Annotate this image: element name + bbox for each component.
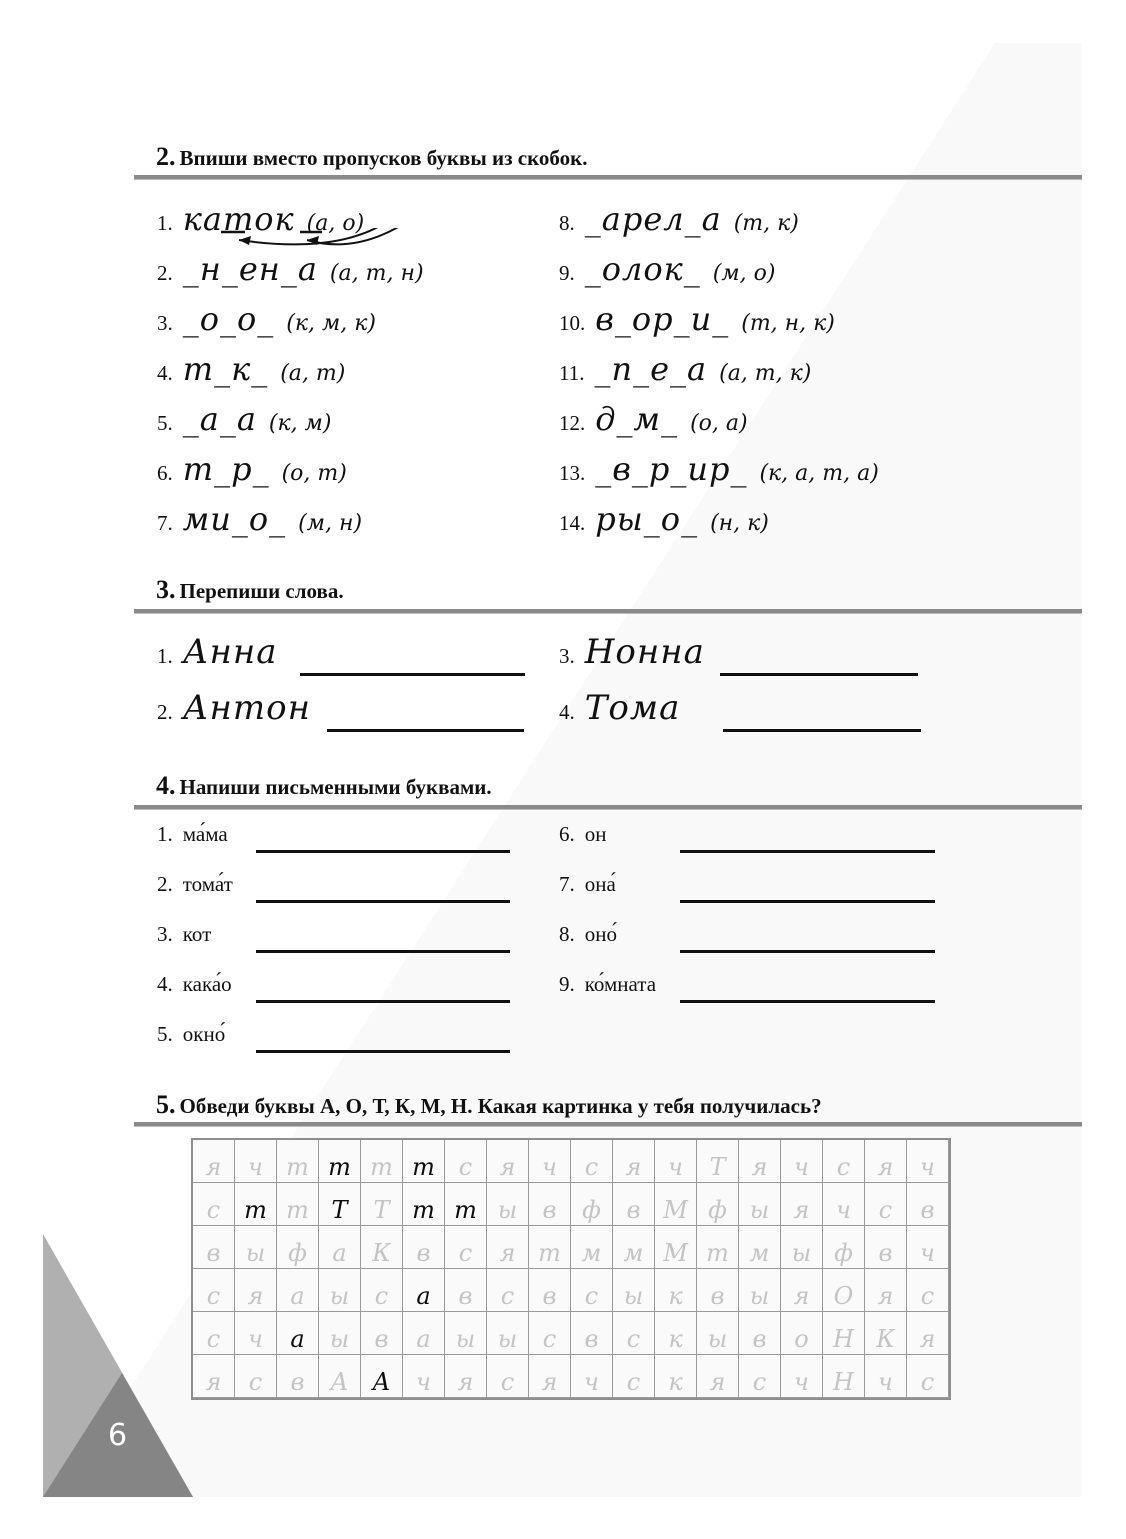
answer-line[interactable] (256, 950, 510, 953)
section-4-title (156, 771, 492, 801)
grid-cell[interactable]: к (655, 1312, 697, 1355)
grid-cell[interactable]: Н (823, 1355, 865, 1398)
grid-cell[interactable]: а (403, 1312, 445, 1355)
grid-cell[interactable]: с (235, 1355, 277, 1398)
page-number: 6 (108, 1418, 128, 1453)
answer-line[interactable] (300, 673, 525, 676)
grid-cell[interactable]: с (445, 1226, 487, 1269)
grid-cell[interactable]: с (613, 1312, 655, 1355)
copy-word-item: 3. Нонна (559, 632, 705, 672)
exercise-item: 1. каток (а, о) (157, 200, 365, 238)
grid-cell[interactable]: а (319, 1226, 361, 1269)
grid-cell[interactable]: А (361, 1355, 403, 1398)
grid-cell[interactable]: К (865, 1312, 907, 1355)
exercise-item: 2. _н_ен_а (а, т, н) (157, 250, 424, 288)
grid-cell[interactable]: к (655, 1355, 697, 1398)
answer-line[interactable] (256, 1000, 510, 1003)
grid-cell[interactable]: А (319, 1355, 361, 1398)
grid-cell[interactable]: я (235, 1269, 277, 1312)
grid-cell[interactable]: я (193, 1355, 235, 1398)
grid-cell[interactable]: Т (361, 1183, 403, 1226)
write-word-item: 7. она́ (559, 872, 616, 896)
section-title-text: Обведи буквы А, О, Т, К, М, Н. Какая картинка у тебя получилась? (179, 1094, 822, 1118)
letter-grid (191, 1138, 951, 1400)
grid-cell[interactable]: с (487, 1355, 529, 1398)
exercise-item: 3. _о_о_ (к, м, к) (157, 300, 376, 338)
write-word-item: 2. тома́т (157, 872, 233, 896)
answer-line[interactable] (680, 1000, 935, 1003)
grid-cell[interactable]: М (655, 1183, 697, 1226)
section-number: 5. (156, 1090, 176, 1119)
section-number: 3. (156, 575, 176, 604)
grid-cell[interactable]: ы (319, 1312, 361, 1355)
grid-cell[interactable]: М (655, 1226, 697, 1269)
grid-cell[interactable]: в (277, 1355, 319, 1398)
grid-cell[interactable]: Т (697, 1140, 739, 1183)
grid-cell[interactable]: с (571, 1140, 613, 1183)
answer-line[interactable] (680, 950, 935, 953)
answer-line[interactable] (723, 729, 921, 732)
grid-cell[interactable]: в (361, 1312, 403, 1355)
exercise-item: 12. д_м_ (о, а) (559, 400, 748, 438)
grid-cell[interactable]: ч (781, 1355, 823, 1398)
grid-cell[interactable]: я (865, 1140, 907, 1183)
grid-cell[interactable]: в (193, 1226, 235, 1269)
write-word-item: 6. он (559, 822, 607, 846)
grid-cell[interactable]: с (613, 1355, 655, 1398)
answer-line[interactable] (256, 1050, 510, 1053)
exercise-item: 5. _а_а (к, м) (157, 400, 332, 438)
section-2-title (156, 142, 588, 172)
grid-cell[interactable]: а (403, 1269, 445, 1312)
grid-cell[interactable]: с (193, 1269, 235, 1312)
grid-cell[interactable]: я (739, 1140, 781, 1183)
grid-cell[interactable]: с (445, 1140, 487, 1183)
grid-cell[interactable]: я (487, 1226, 529, 1269)
grid-cell[interactable]: ч (571, 1355, 613, 1398)
grid-cell[interactable]: м (739, 1226, 781, 1269)
grid-cell[interactable]: т (403, 1183, 445, 1226)
copy-word-item: 4. Тома (559, 688, 681, 728)
section-title-text: Перепиши слова. (179, 579, 344, 603)
grid-cell[interactable]: с (361, 1269, 403, 1312)
grid-cell[interactable]: ы (739, 1183, 781, 1226)
write-word-item: 9. ко́мната (559, 972, 657, 996)
grid-cell[interactable]: в (739, 1312, 781, 1355)
grid-cell[interactable]: в (529, 1269, 571, 1312)
grid-cell[interactable]: с (907, 1355, 949, 1398)
answer-line[interactable] (256, 900, 510, 903)
grid-cell[interactable]: а (277, 1269, 319, 1312)
grid-cell[interactable]: в (697, 1269, 739, 1312)
grid-cell[interactable]: ч (655, 1140, 697, 1183)
grid-cell[interactable]: т (277, 1140, 319, 1183)
grid-cell[interactable]: с (487, 1269, 529, 1312)
grid-cell[interactable]: ы (487, 1312, 529, 1355)
grid-cell[interactable]: я (781, 1269, 823, 1312)
grid-cell[interactable]: ч (529, 1140, 571, 1183)
grid-cell[interactable]: с (907, 1269, 949, 1312)
write-word-item: 1. ма́ма (157, 822, 228, 846)
section-4-rule (134, 805, 1082, 810)
grid-cell[interactable]: т (697, 1226, 739, 1269)
grid-cell[interactable]: о (781, 1312, 823, 1355)
grid-cell[interactable]: ы (487, 1183, 529, 1226)
section-5-title (156, 1090, 822, 1120)
section-3-rule (134, 609, 1082, 614)
grid-cell[interactable]: ы (235, 1226, 277, 1269)
grid-cell[interactable]: ы (319, 1269, 361, 1312)
exercise-item: 14. ры_о_ (н, к) (559, 500, 769, 538)
grid-cell[interactable]: а (277, 1312, 319, 1355)
section-3-title (156, 575, 344, 605)
grid-cell[interactable]: в (445, 1269, 487, 1312)
exercise-item: 7. ми_о_ (м, н) (157, 500, 363, 538)
section-2-rule (134, 175, 1082, 180)
exercise-item: 6. т_р_ (о, т) (157, 450, 347, 488)
grid-cell[interactable]: ф (571, 1183, 613, 1226)
section-title-text: Напиши письменными буквами. (179, 775, 492, 799)
grid-cell[interactable]: т (445, 1183, 487, 1226)
grid-cell[interactable]: ы (781, 1226, 823, 1269)
copy-word-item: 1. Анна (157, 632, 278, 672)
grid-cell[interactable]: ч (781, 1140, 823, 1183)
grid-cell[interactable]: в (613, 1183, 655, 1226)
grid-cell[interactable]: ч (865, 1355, 907, 1398)
grid-cell[interactable]: м (571, 1226, 613, 1269)
grid-cell[interactable]: ы (445, 1312, 487, 1355)
answer-line[interactable] (680, 900, 935, 903)
section-number: 2. (156, 142, 176, 171)
grid-cell[interactable]: я (865, 1269, 907, 1312)
grid-cell[interactable]: я (907, 1312, 949, 1355)
grid-cell[interactable]: я (445, 1355, 487, 1398)
grid-cell[interactable]: ч (403, 1355, 445, 1398)
grid-cell[interactable]: с (193, 1312, 235, 1355)
write-word-item: 8. оно́ (559, 922, 617, 946)
grid-cell[interactable]: с (529, 1312, 571, 1355)
grid-cell[interactable]: т (319, 1140, 361, 1183)
grid-cell[interactable]: я (697, 1355, 739, 1398)
answer-line[interactable] (327, 729, 524, 732)
exercise-item: 4. т_к_ (а, т) (157, 350, 346, 388)
section-title-text: Впиши вместо пропусков буквы из скобок. (179, 146, 588, 170)
grid-cell[interactable]: О (823, 1269, 865, 1312)
grid-cell[interactable]: в (529, 1183, 571, 1226)
grid-cell[interactable]: к (655, 1269, 697, 1312)
grid-cell[interactable]: т (403, 1140, 445, 1183)
grid-cell[interactable]: ч (235, 1312, 277, 1355)
grid-cell[interactable]: ы (697, 1312, 739, 1355)
grid-cell[interactable]: с (865, 1183, 907, 1226)
grid-cell[interactable]: т (235, 1183, 277, 1226)
grid-cell[interactable]: т (277, 1183, 319, 1226)
grid-cell[interactable]: ф (277, 1226, 319, 1269)
grid-cell[interactable]: в (865, 1226, 907, 1269)
grid-cell[interactable]: с (739, 1355, 781, 1398)
grid-cell[interactable]: ы (739, 1269, 781, 1312)
grid-cell[interactable]: ч (907, 1140, 949, 1183)
answer-line[interactable] (256, 850, 510, 853)
grid-cell[interactable]: Н (823, 1312, 865, 1355)
grid-cell[interactable]: ы (613, 1269, 655, 1312)
grid-cell[interactable]: с (823, 1140, 865, 1183)
exercise-item: 11. _п_е_а (а, т, к) (559, 350, 812, 388)
write-word-item: 3. кот (157, 922, 212, 946)
exercise-item: 13. _в_р_ир_ (к, а, т, а) (559, 450, 879, 488)
grid-cell[interactable]: в (571, 1312, 613, 1355)
grid-cell[interactable]: я (529, 1355, 571, 1398)
grid-cell[interactable]: я (781, 1183, 823, 1226)
exercise-item: 9. _олок_ (м, о) (559, 250, 776, 288)
grid-cell[interactable]: ф (697, 1183, 739, 1226)
grid-cell[interactable]: я (487, 1140, 529, 1183)
grid-cell[interactable]: с (571, 1269, 613, 1312)
grid-cell[interactable]: ч (907, 1226, 949, 1269)
answer-line[interactable] (720, 673, 918, 676)
write-word-item: 5. окно́ (157, 1022, 226, 1046)
section-number: 4. (156, 771, 176, 800)
grid-cell[interactable]: К (361, 1226, 403, 1269)
grid-cell[interactable]: я (193, 1140, 235, 1183)
grid-cell[interactable]: ф (823, 1226, 865, 1269)
copy-word-item: 2. Антон (157, 688, 311, 728)
answer-line[interactable] (680, 850, 935, 853)
grid-cell[interactable]: т (529, 1226, 571, 1269)
exercise-item: 10. в_ор_и_ (т, н, к) (559, 300, 835, 338)
grid-cell[interactable]: я (613, 1140, 655, 1183)
grid-cell[interactable]: м (613, 1226, 655, 1269)
grid-cell[interactable]: с (193, 1183, 235, 1226)
grid-cell[interactable]: Т (319, 1183, 361, 1226)
grid-cell[interactable]: ч (235, 1140, 277, 1183)
write-word-item: 4. кака́о (157, 972, 232, 996)
exercise-item: 8. _арел_а (т, к) (559, 200, 799, 238)
grid-cell[interactable]: т (361, 1140, 403, 1183)
grid-cell[interactable]: в (907, 1183, 949, 1226)
grid-cell[interactable]: ч (823, 1183, 865, 1226)
section-5-rule (134, 1122, 1082, 1127)
grid-cell[interactable]: в (403, 1226, 445, 1269)
